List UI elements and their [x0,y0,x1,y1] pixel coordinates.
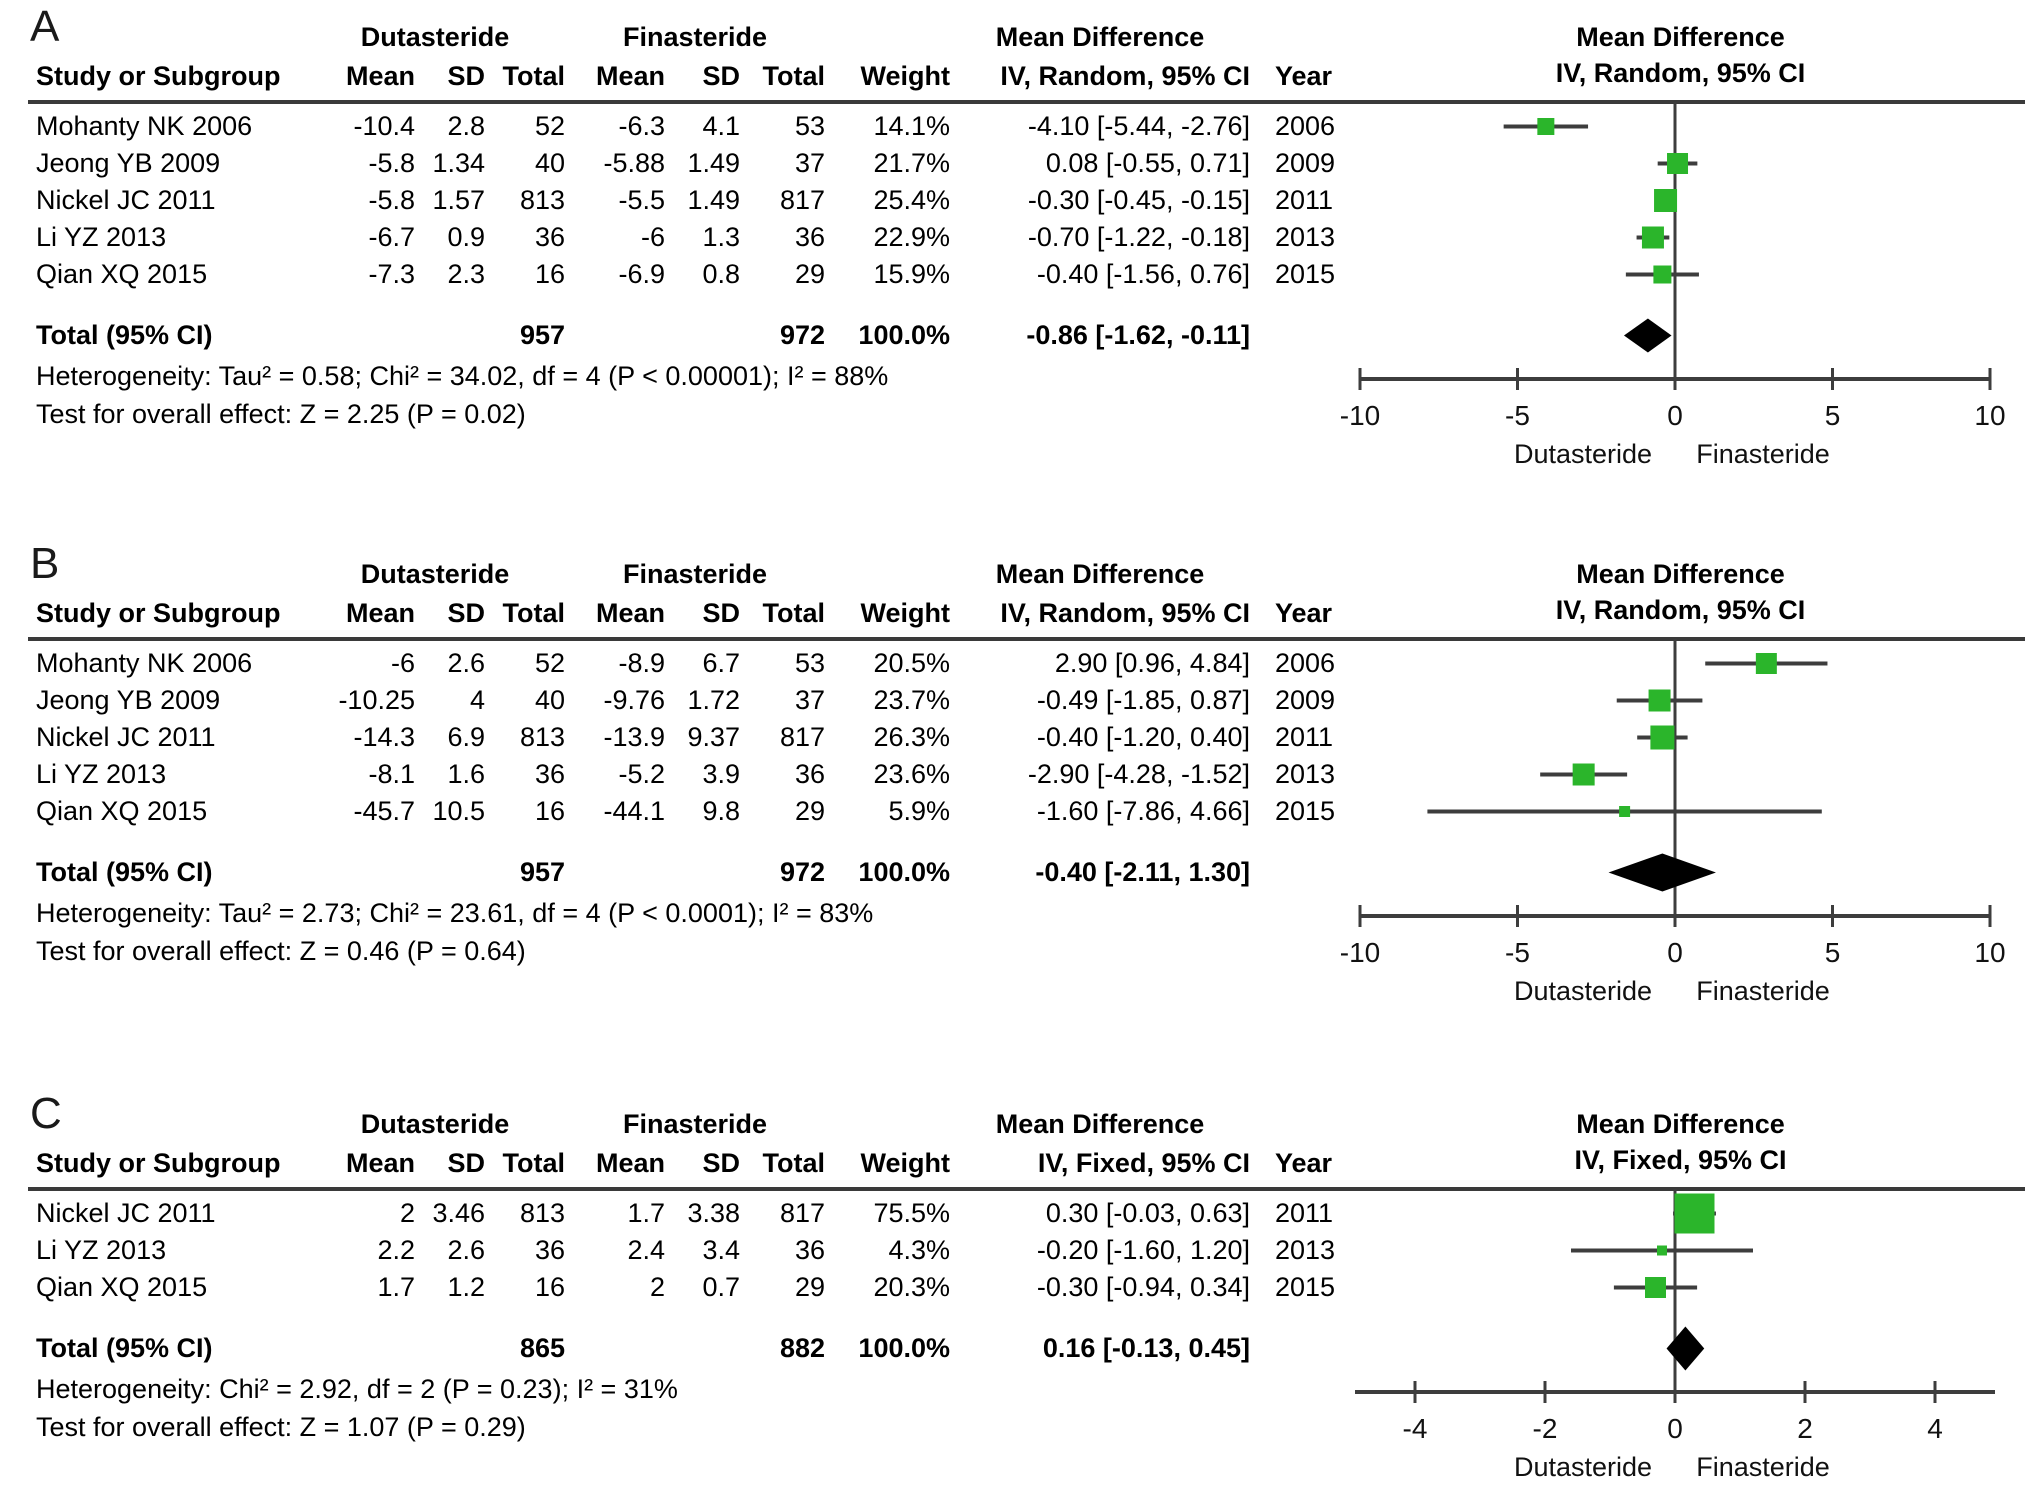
sd1-cell: 10.5 [432,796,485,826]
estimate-cell: -0.30 [-0.94, 0.34] [1036,1272,1250,1302]
mean2-cell: -6.3 [618,111,665,141]
mean2-cell: -5.88 [603,148,665,178]
col-sd1: SD [447,598,485,628]
total-n1: 957 [519,320,565,350]
study-row [36,682,1345,719]
sd1-cell: 1.6 [447,759,485,789]
study-rows [36,108,1345,293]
sd2-cell: 0.8 [702,259,740,289]
study-rows [36,645,1345,830]
group1-header: Dutasteride [360,559,510,589]
total1-cell: 16 [534,259,565,289]
total1-cell: 36 [534,1235,565,1265]
col-total2: Total [762,1148,825,1178]
panel-letter: B [30,539,60,588]
mean2-cell: -5.2 [618,759,665,789]
group2-header: Finasteride [622,22,768,52]
total2-cell: 53 [794,111,825,141]
summary-diamond [1667,1327,1705,1371]
favours-right-label: Finasteride [1696,976,1830,1006]
weight-cell: 21.7% [873,148,950,178]
empty-cell [415,1330,485,1367]
overall-effect-text: Test for overall effect: Z = 2.25 (P = 0.02) [36,399,526,429]
spacer [1250,793,1275,830]
estimate-cell: -0.70 [-1.22, -0.18] [1027,222,1250,252]
mean1-cell: -7.3 [368,259,415,289]
sd2-cell: 1.3 [702,222,740,252]
year-cell: 2013 [1275,222,1336,252]
weight-cell: 26.3% [873,722,950,752]
spacer [1250,719,1275,756]
year-cell: 2011 [1275,1198,1334,1228]
col-sd2: SD [702,1148,740,1178]
study-name: Qian XQ 2015 [36,1272,208,1302]
effect-square [1645,1277,1666,1298]
estimate-cell: -0.40 [-1.56, 0.76] [1036,259,1250,289]
year-cell: 2009 [1275,148,1336,178]
total-n2: 972 [779,857,825,887]
sd2-cell: 3.38 [687,1198,740,1228]
total2-cell: 36 [794,1235,825,1265]
weight-cell: 23.7% [873,685,950,715]
effect-square [1653,266,1671,284]
mean2-cell: 1.7 [627,1198,665,1228]
estimate-cell: -0.40 [-1.20, 0.40] [1036,722,1250,752]
group2-header: Finasteride [622,559,768,589]
panel-letter: C [30,1089,62,1138]
plot-effect-subheader: IV, Fixed, 95% CI [1574,1145,1787,1175]
mean2-cell: -5.5 [618,185,665,215]
spacer [1250,58,1275,95]
total2-cell: 817 [779,722,825,752]
weight-cell: 20.3% [873,1272,950,1302]
axis-tick-label: 10 [1974,937,2006,968]
year-cell: 2013 [1275,759,1336,789]
sd2-cell: 3.9 [702,759,740,789]
total2-cell: 29 [794,259,825,289]
effect-square [1756,653,1777,674]
sd1-cell: 2.6 [447,648,485,678]
mean2-cell: 2 [649,1272,665,1302]
spacer [1250,1195,1275,1232]
total1-cell: 16 [534,796,565,826]
total-row [36,1330,1345,1367]
estimate-cell: 0.08 [-0.55, 0.71] [1045,148,1250,178]
axis-tick-label: 5 [1824,937,1841,968]
mean1-cell: 1.7 [377,1272,415,1302]
total-label: Total (95% CI) [36,857,213,887]
empty-cell [306,854,415,891]
study-name: Jeong YB 2009 [36,685,221,715]
axis-tick-label: -5 [1505,937,1530,968]
spacer [1250,1330,1275,1367]
mean1-cell: -5.8 [368,148,415,178]
sd2-cell: 0.7 [702,1272,740,1302]
sd1-cell: 1.2 [447,1272,485,1302]
axis-tick-label: 0 [1667,937,1683,968]
mean1-cell: -6 [390,648,415,678]
total-label: Total (95% CI) [36,320,213,350]
mean1-cell: -8.1 [368,759,415,789]
estimate-cell: 0.30 [-0.03, 0.63] [1045,1198,1250,1228]
weight-cell: 15.9% [873,259,950,289]
estimate-cell: -0.30 [-0.45, -0.15] [1027,185,1250,215]
effect-header-left: Mean Difference [995,22,1205,52]
sd2-cell: 1.72 [687,685,740,715]
study-name: Qian XQ 2015 [36,796,208,826]
mean2-cell: -9.76 [603,685,665,715]
empty-cell [415,317,485,354]
col-total1: Total [502,598,565,628]
estimate-cell: -2.90 [-4.28, -1.52] [1027,759,1250,789]
spacer [1250,854,1275,891]
col-total2: Total [762,61,825,91]
sd1-cell: 1.57 [432,185,485,215]
col-effect: IV, Random, 95% CI [1000,598,1250,628]
column-header-row [36,595,1345,632]
study-name: Nickel JC 2011 [36,722,216,752]
study-row [36,756,1345,793]
study-name: Li YZ 2013 [36,759,167,789]
spacer [1250,682,1275,719]
weight-cell: 4.3% [888,1235,950,1265]
sd1-cell: 2.3 [447,259,485,289]
total1-cell: 16 [534,1272,565,1302]
study-row [36,108,1345,145]
overall-effect-text: Test for overall effect: Z = 0.46 (P = 0.64) [36,936,526,966]
mean1-cell: 2 [399,1198,415,1228]
favours-left-label: Dutasteride [1513,439,1653,469]
effect-square [1657,1246,1667,1256]
col-sd1: SD [447,61,485,91]
study-name: Jeong YB 2009 [36,148,221,178]
sd1-cell: 2.6 [447,1235,485,1265]
total2-cell: 37 [794,148,825,178]
axis-tick-label: -2 [1532,1413,1558,1444]
mean1-cell: -45.7 [353,796,415,826]
total1-cell: 36 [534,759,565,789]
effect-square [1537,118,1554,135]
axis-tick-label: 0 [1667,400,1683,431]
col-year: Year [1275,61,1333,91]
sd2-cell: 3.4 [702,1235,740,1265]
estimate-cell: -0.20 [-1.60, 1.20] [1036,1235,1250,1265]
weight-cell: 20.5% [873,648,950,678]
forest-plot-svg [1330,1187,2031,1487]
estimate-cell: -1.60 [-7.86, 4.66] [1036,796,1250,826]
total-n2: 882 [779,1333,825,1363]
year-cell: 2015 [1275,1272,1336,1302]
panel-letter: A [30,2,60,51]
mean1-cell: -10.4 [353,111,415,141]
empty-cell [306,1330,415,1367]
sd2-cell: 1.49 [687,185,740,215]
total-estimate: 0.16 [-0.13, 0.45] [1042,1333,1250,1363]
study-row [36,145,1345,182]
empty-cell [415,854,485,891]
total-weight: 100.0% [858,320,950,350]
estimate-cell: -0.49 [-1.85, 0.87] [1036,685,1250,715]
col-year: Year [1275,1148,1333,1178]
total1-cell: 52 [534,111,565,141]
total-n1: 865 [519,1333,565,1363]
col-mean2: Mean [595,598,665,628]
mean2-cell: -8.9 [618,648,665,678]
mean2-cell: -13.9 [603,722,665,752]
plot-effect-header: Mean Difference [1576,559,1785,589]
axis-tick-label: 4 [1927,1413,1943,1444]
col-weight: Weight [860,598,950,628]
sd2-cell: 9.37 [687,722,740,752]
study-name: Li YZ 2013 [36,1235,167,1265]
year-cell: 2015 [1275,259,1336,289]
total2-cell: 817 [779,1198,825,1228]
axis-tick-label: 5 [1824,400,1841,431]
total1-cell: 52 [534,648,565,678]
total2-cell: 817 [779,185,825,215]
effect-square [1642,227,1664,249]
axis-tick-label: -10 [1339,400,1381,431]
study-row [36,219,1345,256]
axis-tick-label: 10 [1974,400,2006,431]
total2-cell: 37 [794,685,825,715]
axis-tick-label: -10 [1339,937,1381,968]
spacer [1250,182,1275,219]
effect-header-left: Mean Difference [995,559,1205,589]
study-row [36,1195,1345,1232]
sd1-cell: 4 [469,685,485,715]
study-row [36,1269,1345,1306]
study-name: Mohanty NK 2006 [36,648,253,678]
col-total1: Total [502,1148,565,1178]
study-row [36,182,1345,219]
col-study: Study or Subgroup [36,61,281,91]
favours-right-label: Finasteride [1696,439,1830,469]
spacer [1250,595,1275,632]
total1-cell: 813 [519,722,565,752]
year-cell: 2011 [1275,722,1334,752]
col-mean1: Mean [345,598,415,628]
study-name: Nickel JC 2011 [36,185,216,215]
study-row [36,645,1345,682]
weight-cell: 14.1% [873,111,950,141]
estimate-cell: -4.10 [-5.44, -2.76] [1027,111,1250,141]
empty-cell [665,317,740,354]
study-row [36,719,1345,756]
summary-diamond [1624,319,1672,353]
axis-tick-label: -5 [1505,400,1530,431]
mean1-cell: -10.25 [338,685,415,715]
effect-square [1667,153,1688,174]
year-cell: 2009 [1275,685,1336,715]
total2-cell: 36 [794,759,825,789]
col-sd1: SD [447,1148,485,1178]
total2-cell: 29 [794,796,825,826]
effect-square [1675,1194,1715,1234]
spacer [1250,145,1275,182]
study-row [36,793,1345,830]
plot-effect-header: Mean Difference [1576,1109,1785,1139]
study-row [36,256,1345,293]
empty-cell [665,1330,740,1367]
spacer [1250,317,1275,354]
col-mean2: Mean [595,1148,665,1178]
total-n2: 972 [779,320,825,350]
mean1-cell: -14.3 [353,722,415,752]
total-estimate: -0.40 [-2.11, 1.30] [1035,857,1250,887]
col-effect: IV, Fixed, 95% CI [1037,1148,1250,1178]
year-cell: 2006 [1275,648,1336,678]
study-name: Nickel JC 2011 [36,1198,216,1228]
col-weight: Weight [860,61,950,91]
col-year: Year [1275,598,1333,628]
total2-cell: 29 [794,1272,825,1302]
col-total1: Total [502,61,565,91]
total1-cell: 40 [534,148,565,178]
spacer [1250,1269,1275,1306]
sd1-cell: 1.34 [432,148,485,178]
spacer [1250,256,1275,293]
spacer [1250,756,1275,793]
forest-plot-svg [1330,100,2031,480]
mean2-cell: -44.1 [603,796,665,826]
spacer [1250,108,1275,145]
plot-effect-header: Mean Difference [1576,22,1785,52]
col-mean1: Mean [345,61,415,91]
heterogeneity-text: Heterogeneity: Tau² = 2.73; Chi² = 23.61, df = 4 (P < 0.0001); I² = 83% [36,898,874,928]
forest-plot-svg [1330,637,2031,1017]
effect-header-left: Mean Difference [995,1109,1205,1139]
axis-tick-label: -4 [1402,1413,1428,1444]
spacer [1250,1232,1275,1269]
col-study: Study or Subgroup [36,1148,281,1178]
total-weight: 100.0% [858,857,950,887]
mean2-cell: -6.9 [618,259,665,289]
total1-cell: 813 [519,1198,565,1228]
weight-cell: 23.6% [873,759,950,789]
study-name: Li YZ 2013 [36,222,167,252]
spacer [1250,219,1275,256]
plot-effect-subheader: IV, Random, 95% CI [1555,595,1806,625]
effect-square [1619,806,1630,817]
favours-left-label: Dutasteride [1513,976,1653,1006]
year-cell: 2015 [1275,796,1336,826]
year-cell: 2006 [1275,111,1336,141]
effect-square [1654,189,1677,212]
total-row [36,317,1345,354]
sd1-cell: 0.9 [447,222,485,252]
sd1-cell: 3.46 [432,1198,485,1228]
col-mean2: Mean [595,61,665,91]
total-row [36,854,1345,891]
mean1-cell: -5.8 [368,185,415,215]
col-sd2: SD [702,61,740,91]
weight-cell: 5.9% [888,796,950,826]
axis-tick-label: 0 [1667,1413,1683,1444]
sd1-cell: 2.8 [447,111,485,141]
study-rows [36,1195,1345,1306]
total1-cell: 813 [519,185,565,215]
study-row [36,1232,1345,1269]
overall-effect-text: Test for overall effect: Z = 1.07 (P = 0.29) [36,1412,526,1442]
heterogeneity-text: Heterogeneity: Tau² = 0.58; Chi² = 34.02, df = 4 (P < 0.00001); I² = 88% [36,361,889,391]
effect-square [1573,764,1595,786]
spacer [1250,1145,1275,1182]
sd1-cell: 6.9 [447,722,485,752]
estimate-cell: 2.90 [0.96, 4.84] [1054,648,1250,678]
year-cell: 2011 [1275,185,1334,215]
summary-diamond [1609,854,1716,892]
heterogeneity-text: Heterogeneity: Chi² = 2.92, df = 2 (P = 0.23); I² = 31% [36,1374,678,1404]
mean2-cell: 2.4 [627,1235,665,1265]
total-label: Total (95% CI) [36,1333,213,1363]
effect-square [1649,690,1671,712]
total2-cell: 53 [794,648,825,678]
axis-tick-label: 2 [1797,1413,1813,1444]
mean1-cell: 2.2 [377,1235,415,1265]
col-effect: IV, Random, 95% CI [1000,61,1250,91]
mean2-cell: -6 [640,222,665,252]
sd2-cell: 4.1 [702,111,740,141]
favours-right-label: Finasteride [1696,1452,1830,1482]
total-n1: 957 [519,857,565,887]
sd2-cell: 9.8 [702,796,740,826]
sd2-cell: 6.7 [702,648,740,678]
study-name: Mohanty NK 2006 [36,111,253,141]
total1-cell: 40 [534,685,565,715]
group1-header: Dutasteride [360,22,510,52]
effect-square [1650,726,1674,750]
total-estimate: -0.86 [-1.62, -0.11] [1026,320,1250,350]
col-sd2: SD [702,598,740,628]
empty-cell [306,317,415,354]
group1-header: Dutasteride [360,1109,510,1139]
spacer [1250,645,1275,682]
empty-cell [665,854,740,891]
group2-header: Finasteride [622,1109,768,1139]
col-weight: Weight [860,1148,950,1178]
empty-cell [565,854,665,891]
empty-cell [565,1330,665,1367]
empty-cell [565,317,665,354]
weight-cell: 75.5% [873,1198,950,1228]
col-mean1: Mean [345,1148,415,1178]
study-name: Qian XQ 2015 [36,259,208,289]
total1-cell: 36 [534,222,565,252]
col-study: Study or Subgroup [36,598,281,628]
total-weight: 100.0% [858,1333,950,1363]
mean1-cell: -6.7 [368,222,415,252]
plot-effect-subheader: IV, Random, 95% CI [1555,58,1806,88]
sd2-cell: 1.49 [687,148,740,178]
col-total2: Total [762,598,825,628]
year-cell: 2013 [1275,1235,1336,1265]
weight-cell: 22.9% [873,222,950,252]
favours-left-label: Dutasteride [1513,1452,1653,1482]
weight-cell: 25.4% [873,185,950,215]
column-header-row [36,1145,1345,1182]
column-header-row [36,58,1345,95]
total2-cell: 36 [794,222,825,252]
